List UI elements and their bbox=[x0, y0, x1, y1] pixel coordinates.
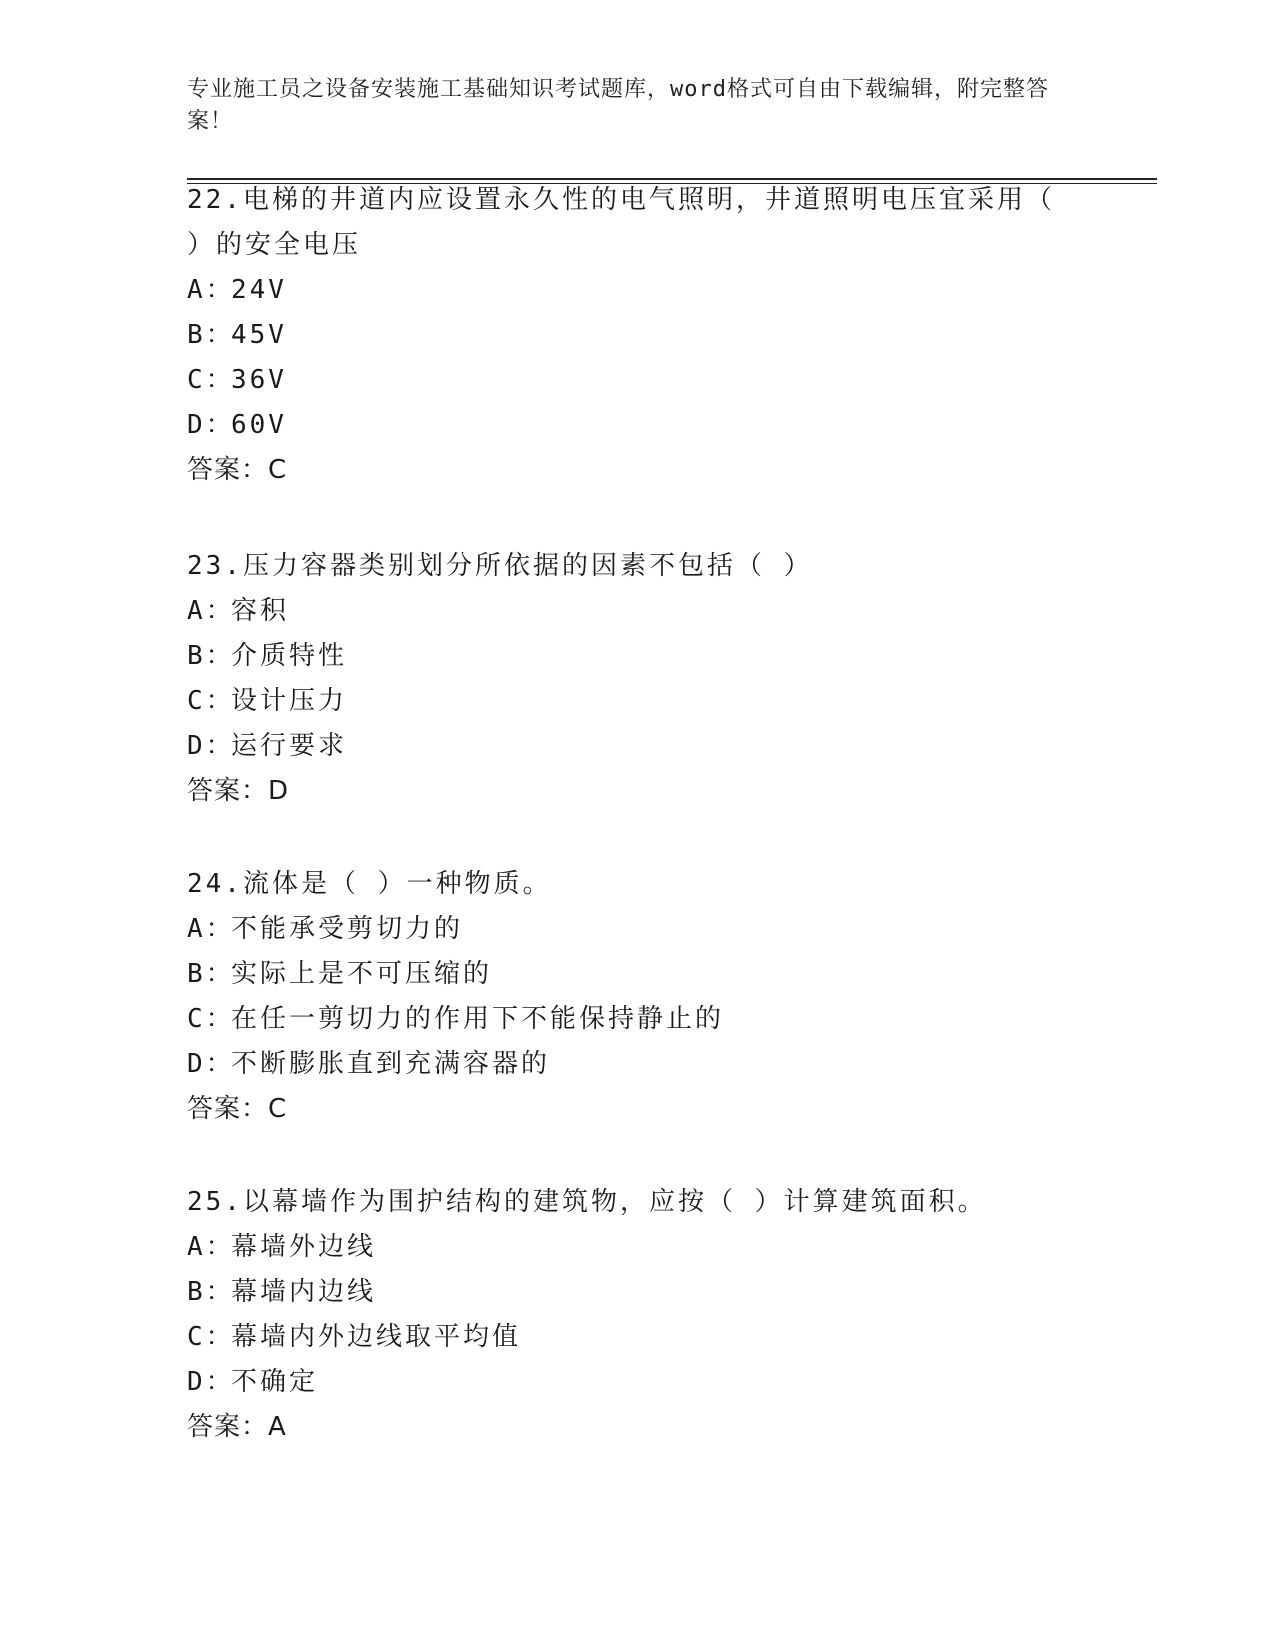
option-text: 不断膨胀直到充满容器的 bbox=[231, 1049, 551, 1079]
option-letter: B： bbox=[187, 641, 235, 671]
option-text: 45V bbox=[231, 320, 287, 350]
answer-line: 答案：C bbox=[187, 1094, 288, 1124]
option-letter: A： bbox=[187, 914, 235, 944]
option-text: 实际上是不可压缩的 bbox=[231, 959, 493, 989]
option-text: 36V bbox=[231, 365, 287, 395]
option-letter: B： bbox=[187, 320, 235, 350]
option-text: 在任一剪切力的作用下不能保持静止的 bbox=[231, 1004, 725, 1034]
option-d bbox=[187, 1360, 1067, 1405]
option-text: 介质特性 bbox=[231, 641, 348, 671]
option-text: 容积 bbox=[231, 596, 290, 626]
option-c bbox=[187, 997, 1067, 1042]
option-a bbox=[187, 907, 1067, 952]
option-letter: B： bbox=[187, 1277, 235, 1307]
option-text: 幕墙内外边线取平均值 bbox=[231, 1322, 522, 1352]
option-d bbox=[187, 403, 1067, 448]
question-24 bbox=[187, 862, 1067, 1132]
question-stem: 25.以幕墙作为围护结构的建筑物，应按（ ）计算建筑面积。 bbox=[187, 1187, 987, 1217]
option-a bbox=[187, 1225, 1067, 1270]
option-letter: A： bbox=[187, 275, 235, 305]
option-a bbox=[187, 268, 1067, 313]
option-text: 运行要求 bbox=[231, 731, 348, 761]
question-22 bbox=[187, 178, 1067, 493]
option-letter: D： bbox=[187, 1049, 235, 1079]
answer-line: 答案：A bbox=[187, 1412, 287, 1442]
option-text: 60V bbox=[231, 410, 287, 440]
document-header: 专业施工员之设备安装施工基础知识考试题库，word格式可自由下载编辑，附完整答案！ bbox=[187, 77, 1049, 134]
option-a bbox=[187, 589, 1067, 634]
option-text: 24V bbox=[231, 275, 287, 305]
option-b bbox=[187, 634, 1067, 679]
option-b bbox=[187, 1270, 1067, 1315]
option-c bbox=[187, 1315, 1067, 1360]
option-d bbox=[187, 1042, 1067, 1087]
option-text: 不能承受剪切力的 bbox=[231, 914, 464, 944]
option-d bbox=[187, 724, 1067, 769]
option-letter: C： bbox=[187, 1322, 235, 1352]
answer-line: 答案：C bbox=[187, 455, 288, 485]
option-b bbox=[187, 313, 1067, 358]
option-letter: D： bbox=[187, 410, 235, 440]
question-stem: 22.电梯的井道内应设置永久性的电气照明，井道照明电压宜采用（ ）的安全电压 bbox=[187, 185, 1055, 260]
option-letter: D： bbox=[187, 731, 235, 761]
option-letter: C： bbox=[187, 1004, 235, 1034]
option-b bbox=[187, 952, 1067, 997]
question-stem: 23.压力容器类别划分所依据的因素不包括（ ） bbox=[187, 551, 813, 581]
option-letter: A： bbox=[187, 596, 235, 626]
answer-line: 答案：D bbox=[187, 776, 290, 806]
option-text: 设计压力 bbox=[231, 686, 348, 716]
option-text: 幕墙外边线 bbox=[231, 1232, 377, 1262]
option-c bbox=[187, 679, 1067, 724]
question-23 bbox=[187, 544, 1067, 814]
option-text: 不确定 bbox=[231, 1367, 319, 1397]
option-text: 幕墙内边线 bbox=[231, 1277, 377, 1307]
question-stem: 24.流体是（ ）一种物质。 bbox=[187, 869, 552, 899]
option-letter: C： bbox=[187, 365, 235, 395]
option-letter: D： bbox=[187, 1367, 235, 1397]
option-letter: A： bbox=[187, 1232, 235, 1262]
option-letter: C： bbox=[187, 686, 235, 716]
option-letter: B： bbox=[187, 959, 235, 989]
question-25 bbox=[187, 1180, 1067, 1450]
option-c bbox=[187, 358, 1067, 403]
